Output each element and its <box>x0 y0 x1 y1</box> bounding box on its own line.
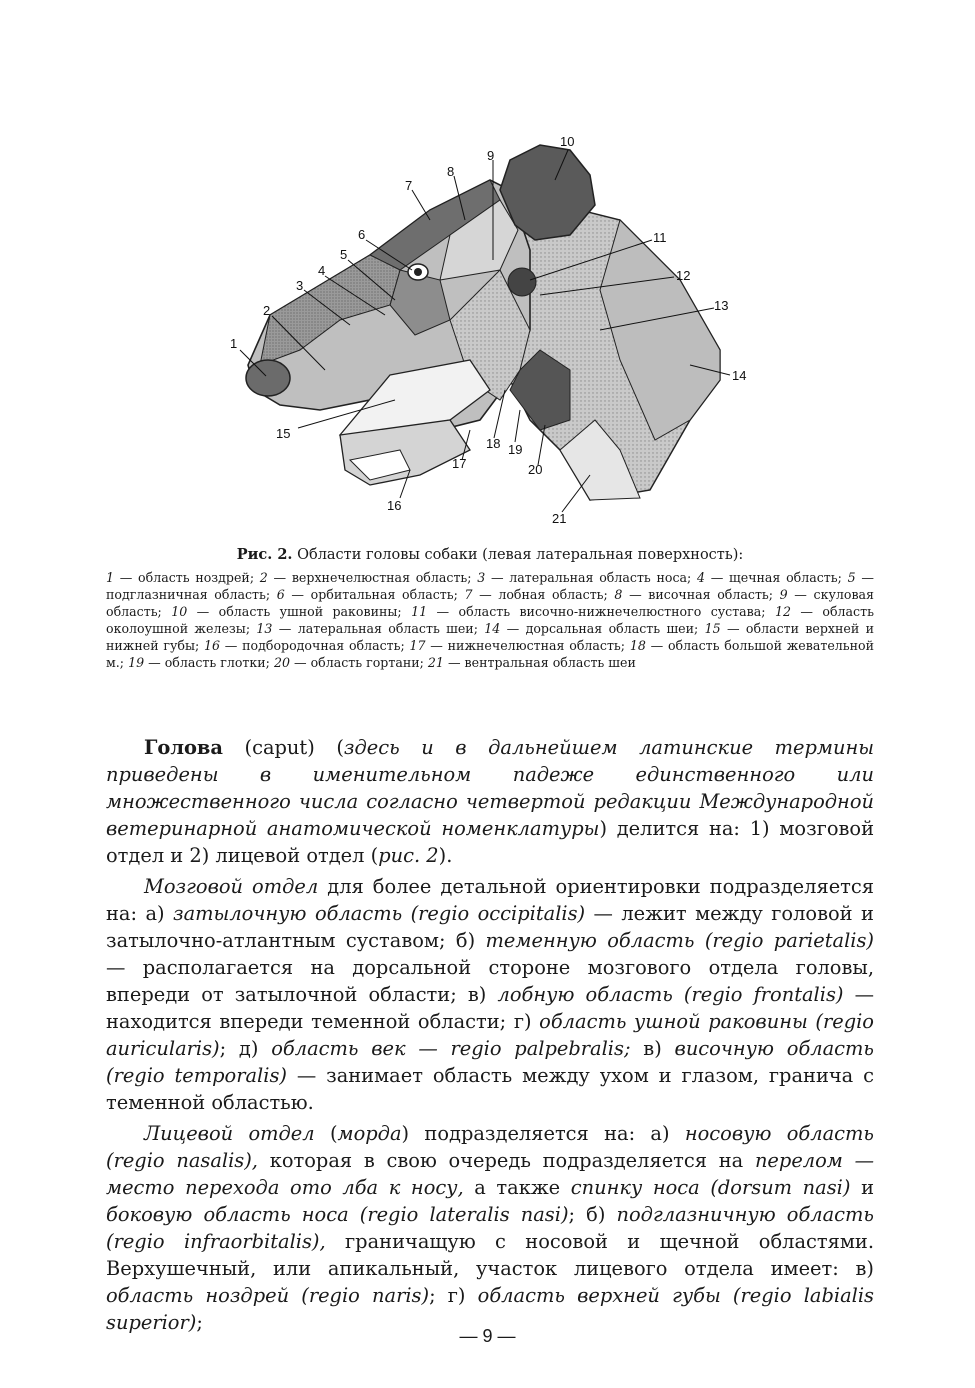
figure-label-11: 11 <box>653 230 667 245</box>
italic-term: здесь и в дальнейшем латинские термины приведены в именительном падеже единственного или множественного числа согласно четвертой редакции Международной ветеринарной анатомической номенклатуры <box>106 736 875 840</box>
figure-label-3: 3 <box>296 278 304 293</box>
legend-text: латеральная область носа; <box>509 570 692 585</box>
legend-item: 19 — область глотки; <box>128 655 270 670</box>
italic-term: область век — regio palpebralis; <box>271 1037 631 1060</box>
figure-label-19: 19 <box>508 442 523 457</box>
italic-term: спинку носа (dorsum nasi) <box>570 1176 851 1199</box>
legend-item: 18 — область большой жевательной м.; <box>106 638 874 670</box>
figure-label-7: 7 <box>405 178 413 193</box>
legend-item: 6 — орбитальная область; <box>276 587 458 602</box>
legend-item: 1 — область ноздрей; <box>106 570 255 585</box>
italic-term: область ноздрей (regio naris) <box>106 1284 430 1307</box>
legend-text: область околоушной железы; <box>106 604 874 636</box>
italic-term: Лицевой отдел <box>144 1122 315 1145</box>
legend-number: 6 <box>276 587 285 602</box>
legend-text: орбитальная область; <box>310 587 458 602</box>
legend-number: 1 <box>106 570 115 585</box>
legend-number: 15 <box>704 621 721 636</box>
legend-number: 18 <box>629 638 646 653</box>
legend-text: область глотки; <box>164 655 270 670</box>
legend-number: 17 <box>409 638 426 653</box>
legend-text: лобная область; <box>498 587 608 602</box>
legend-item: 11 — область височно-нижнечелюстного сустава; <box>411 604 766 619</box>
italic-term: область верхней губы (regio labialis superior) <box>106 1284 874 1334</box>
legend-item: 21 — вентральная область шеи <box>427 655 636 670</box>
figure-label-2: 2 <box>263 303 271 318</box>
italic-term: боковую область носа (regio lateralis nasi) <box>106 1203 569 1226</box>
legend-number: 8 <box>614 587 623 602</box>
figure-label-10: 10 <box>560 134 575 149</box>
text-run: и <box>850 1176 874 1199</box>
legend-text: область ушной раковины; <box>218 604 402 619</box>
legend-text: височная область; <box>648 587 774 602</box>
figure-label-8: 8 <box>447 164 455 179</box>
legend-number: 12 <box>774 604 791 619</box>
text-run: — находится впереди теменной области; г) <box>106 983 874 1033</box>
legend-number: 19 <box>128 655 145 670</box>
italic-term: носовую область (regio nasalis), <box>106 1122 874 1172</box>
paragraph-2 <box>106 873 874 1116</box>
text-run: ; г) <box>429 1284 478 1307</box>
text-run: ; д) <box>219 1037 272 1060</box>
text-run: — занимает область между ухом и глазом, гранича с теменной областью. <box>106 1064 874 1114</box>
italic-term: теменную область (regio parietalis) <box>485 929 874 952</box>
caption-prefix: Рис. 2. <box>236 546 293 563</box>
italic-term: рис. 2 <box>378 844 439 867</box>
italic-term: морда <box>337 1122 402 1145</box>
caption-title-text: Области головы собаки (левая латеральная поверхность): <box>292 547 744 563</box>
legend-text: область височно-нижнечелюстного сустава; <box>458 604 766 619</box>
text-run: которая в свою очередь подразделяется на <box>257 1149 755 1172</box>
text-run: ). <box>438 844 453 867</box>
italic-term: височную область (regio temporalis) <box>106 1037 874 1087</box>
text-run: для более детальной ориентировки подразделяется на: а) <box>106 875 874 925</box>
text-run: ) делится на: 1) мозговой отдел и 2) лицевой отдел ( <box>106 817 875 867</box>
text-run: ) подразделяется на: а) <box>401 1122 685 1145</box>
legend-item: 5 — подглазничная область; <box>106 570 874 602</box>
legend-item: 16 — подбородочная область; <box>204 638 405 653</box>
legend-item: 3 — латеральная область носа; <box>477 570 692 585</box>
legend-item: 9 — скуловая область; <box>106 587 874 619</box>
figure-label-5: 5 <box>340 247 348 262</box>
legend-item: 20 — область гортани; <box>273 655 424 670</box>
figure-label-17: 17 <box>452 456 467 471</box>
text-run: а также <box>463 1176 571 1199</box>
legend-number: 9 <box>779 587 788 602</box>
italic-term: перелом — место перехода ото лба к носу, <box>106 1149 875 1199</box>
body-text <box>106 734 874 1340</box>
figure-label-21: 21 <box>552 511 567 526</box>
figure-label-4: 4 <box>318 263 326 278</box>
legend-number: 13 <box>256 621 273 636</box>
legend-text: нижнечелюстная область; <box>447 638 626 653</box>
figure-label-18: 18 <box>486 436 501 451</box>
italic-term: область ушной раковины (regio auricularis) <box>106 1010 874 1060</box>
italic-term: лобную область (regio frontalis) <box>497 983 844 1006</box>
paragraph-1 <box>106 734 874 869</box>
legend-item: 7 — лобная область; <box>464 587 608 602</box>
legend-text: подглазничная область; <box>106 587 271 602</box>
text-run: в) <box>630 1037 675 1060</box>
legend-text: латеральная область шеи; <box>297 621 478 636</box>
legend-text: верхнечелюстная область; <box>291 570 472 585</box>
paragraph-3 <box>106 1120 874 1336</box>
text-run: граничащую с носовой и щечной областями. Верхушечный, или апикальный, участок лицевого отдела имеет: в) <box>106 1230 875 1280</box>
legend-item: 4 — щечная область; <box>696 570 842 585</box>
legend-number: 5 <box>847 570 856 585</box>
figure-caption <box>106 546 874 671</box>
legend-number: 14 <box>484 621 501 636</box>
legend-item: 15 — области верхней и нижней губы; <box>106 621 874 653</box>
legend-text: вентральная область шеи <box>464 655 636 670</box>
text-run: ( <box>314 1122 338 1145</box>
dog-head-illustration <box>200 120 780 540</box>
legend-text: области верхней и нижней губы; <box>106 621 874 653</box>
figure-label-20: 20 <box>528 462 543 477</box>
text-run: ; <box>196 1311 203 1334</box>
text-run: ; б) <box>568 1203 617 1226</box>
legend-text: область большой жевательной м.; <box>106 638 874 670</box>
legend-number: 10 <box>171 604 188 619</box>
legend-text: скуловая область; <box>106 587 874 619</box>
italic-term: Мозговой отдел <box>144 875 319 898</box>
legend-number: 11 <box>411 604 428 619</box>
legend-item: 10 — область ушной раковины; <box>171 604 402 619</box>
legend-number: 2 <box>259 570 268 585</box>
figure-label-13: 13 <box>714 298 729 313</box>
text-run: — лежит между головой и затылочно-атлантным суставом; б) <box>106 902 874 952</box>
figure-label-6: 6 <box>358 227 366 242</box>
legend-number: 21 <box>427 655 444 670</box>
legend-number: 4 <box>696 570 705 585</box>
figure-label-16: 16 <box>387 498 402 513</box>
legend-number: 20 <box>273 655 290 670</box>
legend-item: 17 — нижнечелюстная область; <box>409 638 626 653</box>
legend-text: щечная область; <box>729 570 842 585</box>
text-run: (caput) ( <box>222 736 344 759</box>
figure-dog-head <box>200 120 780 540</box>
figure-label-9: 9 <box>487 148 495 163</box>
text-run: — располагается на дорсальной стороне мозгового отдела головы, впереди от затылочной области; в) <box>106 956 874 1006</box>
legend-text: подбородочная область; <box>242 638 405 653</box>
legend-item: 8 — височная область; <box>614 587 774 602</box>
page-number: — 9 — <box>459 1326 516 1346</box>
figure-label-14: 14 <box>732 368 747 383</box>
figure-label-12: 12 <box>676 268 691 283</box>
legend-item: 2 — верхнечелюстная область; <box>259 570 472 585</box>
figure-label-1: 1 <box>230 336 238 351</box>
legend-number: 3 <box>477 570 486 585</box>
italic-term: затылочную область (regio occipitalis) <box>173 902 586 925</box>
figure-label-15: 15 <box>276 426 291 441</box>
caption-title <box>106 546 874 563</box>
legend-number: 16 <box>204 638 221 653</box>
legend-number: 7 <box>464 587 473 602</box>
legend-item: 13 — латеральная область шеи; <box>256 621 478 636</box>
legend-item: 14 — дорсальная область шеи; <box>484 621 699 636</box>
italic-term: подглазничную область (regio infraorbitalis), <box>106 1203 874 1253</box>
legend-text: дорсальная область шеи; <box>525 621 699 636</box>
caption-legend <box>106 569 874 671</box>
bold-term: Голова <box>144 736 223 759</box>
legend-text: область ноздрей; <box>138 570 255 585</box>
legend-text: область гортани; <box>310 655 424 670</box>
legend-item: 12 — область околоушной железы; <box>106 604 874 636</box>
